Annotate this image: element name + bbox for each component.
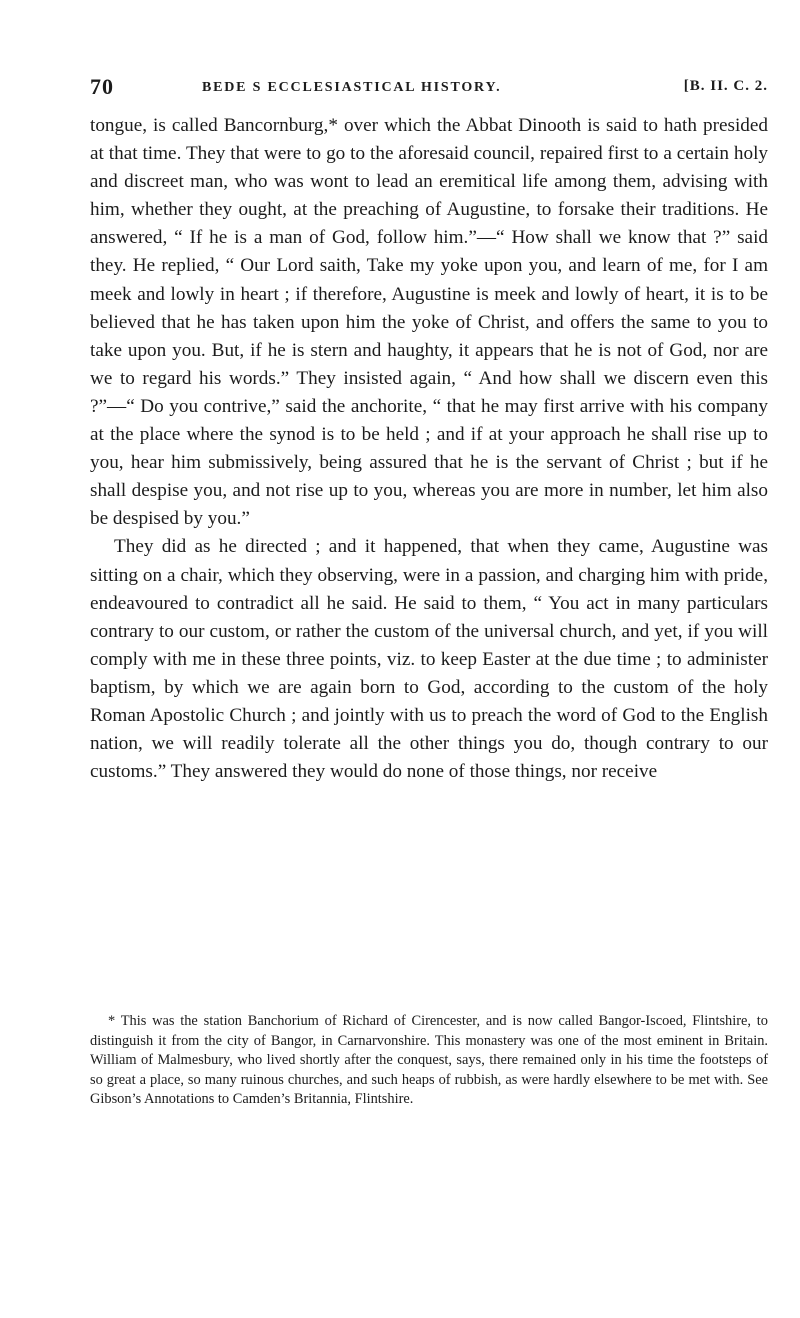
chapter-reference: [B. II. C. 2. <box>683 78 768 94</box>
page-number: 70 <box>90 74 114 99</box>
footnote-section <box>90 1012 768 1110</box>
page-header <box>90 74 778 104</box>
paragraph: They did as he directed ; and it happened, that when they came, Augustine was sitting on a chair, which they observing, were in a passion, and charging him with pride, endeavoured to contradict all he said. He said to them, “ You act in many particulars contrary to our custom, or rather the custom of the universal church, and yet, if you will comply with me in these three points, viz. to keep Easter at the due time ; to administer baptism, by which we are again born to God, according to the custom of the holy Roman Apostolic Church ; and jointly with us to preach the word of God to the English nation, we will readily tolerate all the other things you do, though contrary to our customs.” They answered they would do none of those things, nor receive <box>90 536 768 783</box>
footnote: * This was the station Banchorium of Richard of Cirencester, and is now called Bangor-Iscoed, Flintshire, to distinguish it from the city of Bangor, in Carnarvonshire. This monastery was one of the most eminent in Britain. William of Malmesbury, who lived shortly after the conquest, says, there remained only in his time the footsteps of so great a place, so many ruinous churches, and such heaps of rubbish, as were hardly elsewhere to be met with. See Gibson’s Annotations to Camden’s Britannia, Flintshire. <box>90 1013 768 1107</box>
paragraph: tongue, is called Bancornburg,* over which the Abbat Dinooth is said to hath presided at that time. They that were to go to the aforesaid council, repaired first to a certain holy and discreet man, who was wont to lead an eremitical life among them, advising with him, whether they ought, at the preaching of Augustine, to forsake their traditions. He answered, “ If he is a man of God, follow him.”—“ How shall we know that ?” said they. He replied, “ Our Lord saith, Take my yoke upon you, and learn of me, for I am meek and lowly in heart ; if therefore, Augustine is meek and lowly of heart, it is to be believed that he has taken upon him the yoke of Christ, and offers the same to you to take upon you. But, if he is stern and haughty, it appears that he is not of God, nor are we to regard his words.” They insisted again, “ And how shall we discern even this ?”—“ Do you contrive,” said the anchorite, “ that he may first arrive with his company at the place where the synod is to be held ; and if at your approach he shall rise up to you, hear him submissively, being assured that he is the servant of Christ ; but if he shall despise you, and not rise up to you, whereas you are more in number, let him also be despised by you.” <box>90 115 768 530</box>
running-title: BEDE S ECCLESIASTICAL HISTORY. <box>202 80 502 95</box>
main-text <box>90 112 768 786</box>
